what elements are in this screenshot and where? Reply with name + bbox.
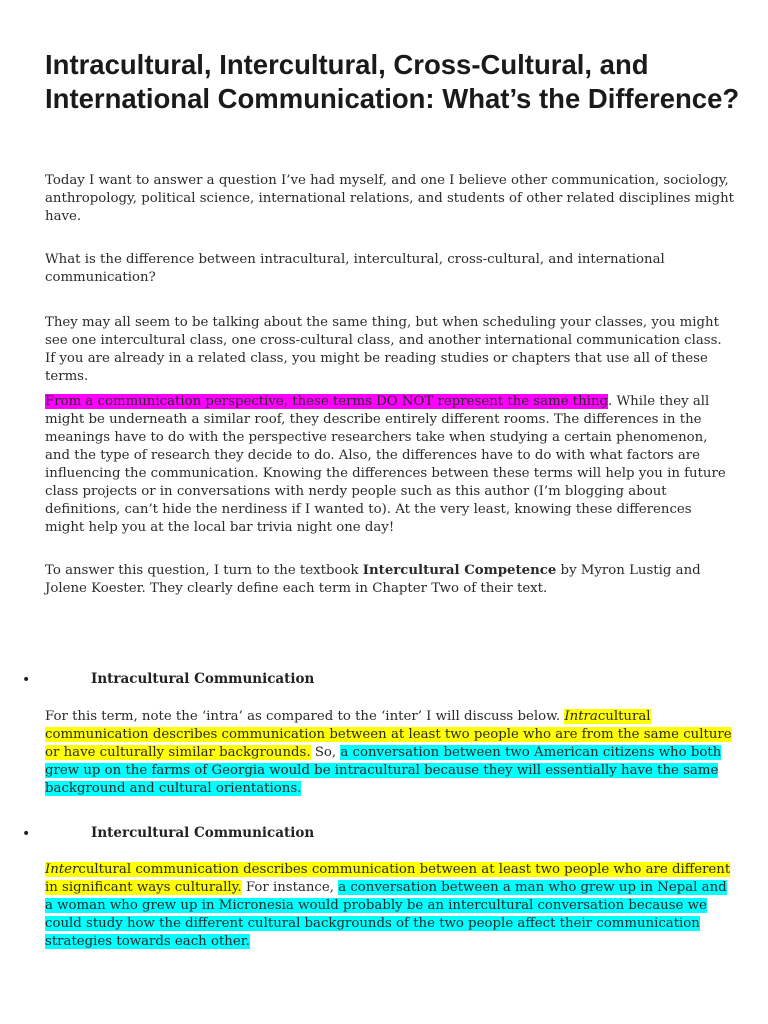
intracultural-paragraph bbox=[45, 708, 735, 798]
intra-italic-text: Intra bbox=[564, 709, 598, 724]
intercultural-paragraph bbox=[45, 861, 735, 951]
intro-paragraph: Today I want to answer a question I’ve had myself, and one I believe other communication, sociology, anthropology, political science, international relations, and students of other related disciplines might have. bbox=[45, 173, 734, 224]
intercultural-definition-text: cultural communication describes communication between at least two people who are different in significant ways culturally. bbox=[45, 862, 731, 895]
intracultural-definition-text: cultural communication describes communication between at least two people who are from the same culture or have culturally similar backgrounds. bbox=[45, 709, 732, 760]
textbook-intro-text: To answer this question, I turn to the textbook bbox=[45, 563, 363, 578]
bullet-intracultural: • bbox=[22, 672, 31, 688]
cyan-highlight-intracultural: a conversation between two American citizens who both grew up on the farms of Georgia would be intracultural because they will essentially have the same background and cultural orientations. bbox=[45, 745, 722, 796]
question-paragraph: What is the difference between intracultural, intercultural, cross-cultural, and international communication? bbox=[45, 252, 665, 285]
textbook-paragraph bbox=[45, 562, 735, 598]
textbook-author-text: by Myron Lustig and Jolene Koester. They clearly define each term in Chapter Two of their text. bbox=[45, 563, 701, 596]
magenta-highlight: From a communication perspective, these terms DO NOT represent the same thing bbox=[45, 394, 609, 409]
perspective-paragraph bbox=[45, 393, 735, 537]
inter-italic-text: Inter bbox=[45, 862, 79, 877]
bullet-intercultural: • bbox=[22, 826, 31, 842]
section-heading-intercultural: Intercultural Communication bbox=[91, 825, 315, 841]
section-heading-intracultural: Intracultural Communication bbox=[91, 671, 315, 687]
cyan-highlight-intercultural: a conversation between a man who grew up in Nepal and a woman who grew up in Micronesia would probably be an intercultural conversation because we could study how the different cultural backgrounds of the two people affect their communication strategies towards each other. bbox=[45, 880, 727, 949]
scheduling-paragraph: They may all seem to be talking about the same thing, but when scheduling your classes, you might see one intercultural class, one cross-cultural class, and another international communication class. If you are already in a related class, you might be reading studies or chapters that use all of these terms. bbox=[45, 315, 722, 384]
intercultural-connector-text: For instance, bbox=[241, 880, 339, 895]
perspective-text: . While they all might be underneath a similar roof, they describe entirely different rooms. The differences in the meanings have to do with the perspective researchers take when studying a certain phenomenon, and the type of research they decide to do. Also, the differences have to do with what factors are influencing the communication. Knowing the differences between these terms will help you in future class projects or in conversations with nerdy people such as this author (I’m blogging about definitions, can’t hide the nerdiness if I wanted to). At the very least, knowing these differences might help you at the local bar trivia night one day! bbox=[45, 394, 726, 535]
page-title: Intracultural, Intercultural, Cross-Cultural, and International Communication: What’s the Difference? bbox=[45, 49, 740, 114]
intracultural-connector-text: So, bbox=[310, 745, 341, 760]
textbook-title: Intercultural Competence bbox=[362, 563, 557, 578]
intracultural-intro-text: For this term, note the ‘intra’ as compared to the ‘inter’ I will discuss below. bbox=[45, 709, 565, 724]
